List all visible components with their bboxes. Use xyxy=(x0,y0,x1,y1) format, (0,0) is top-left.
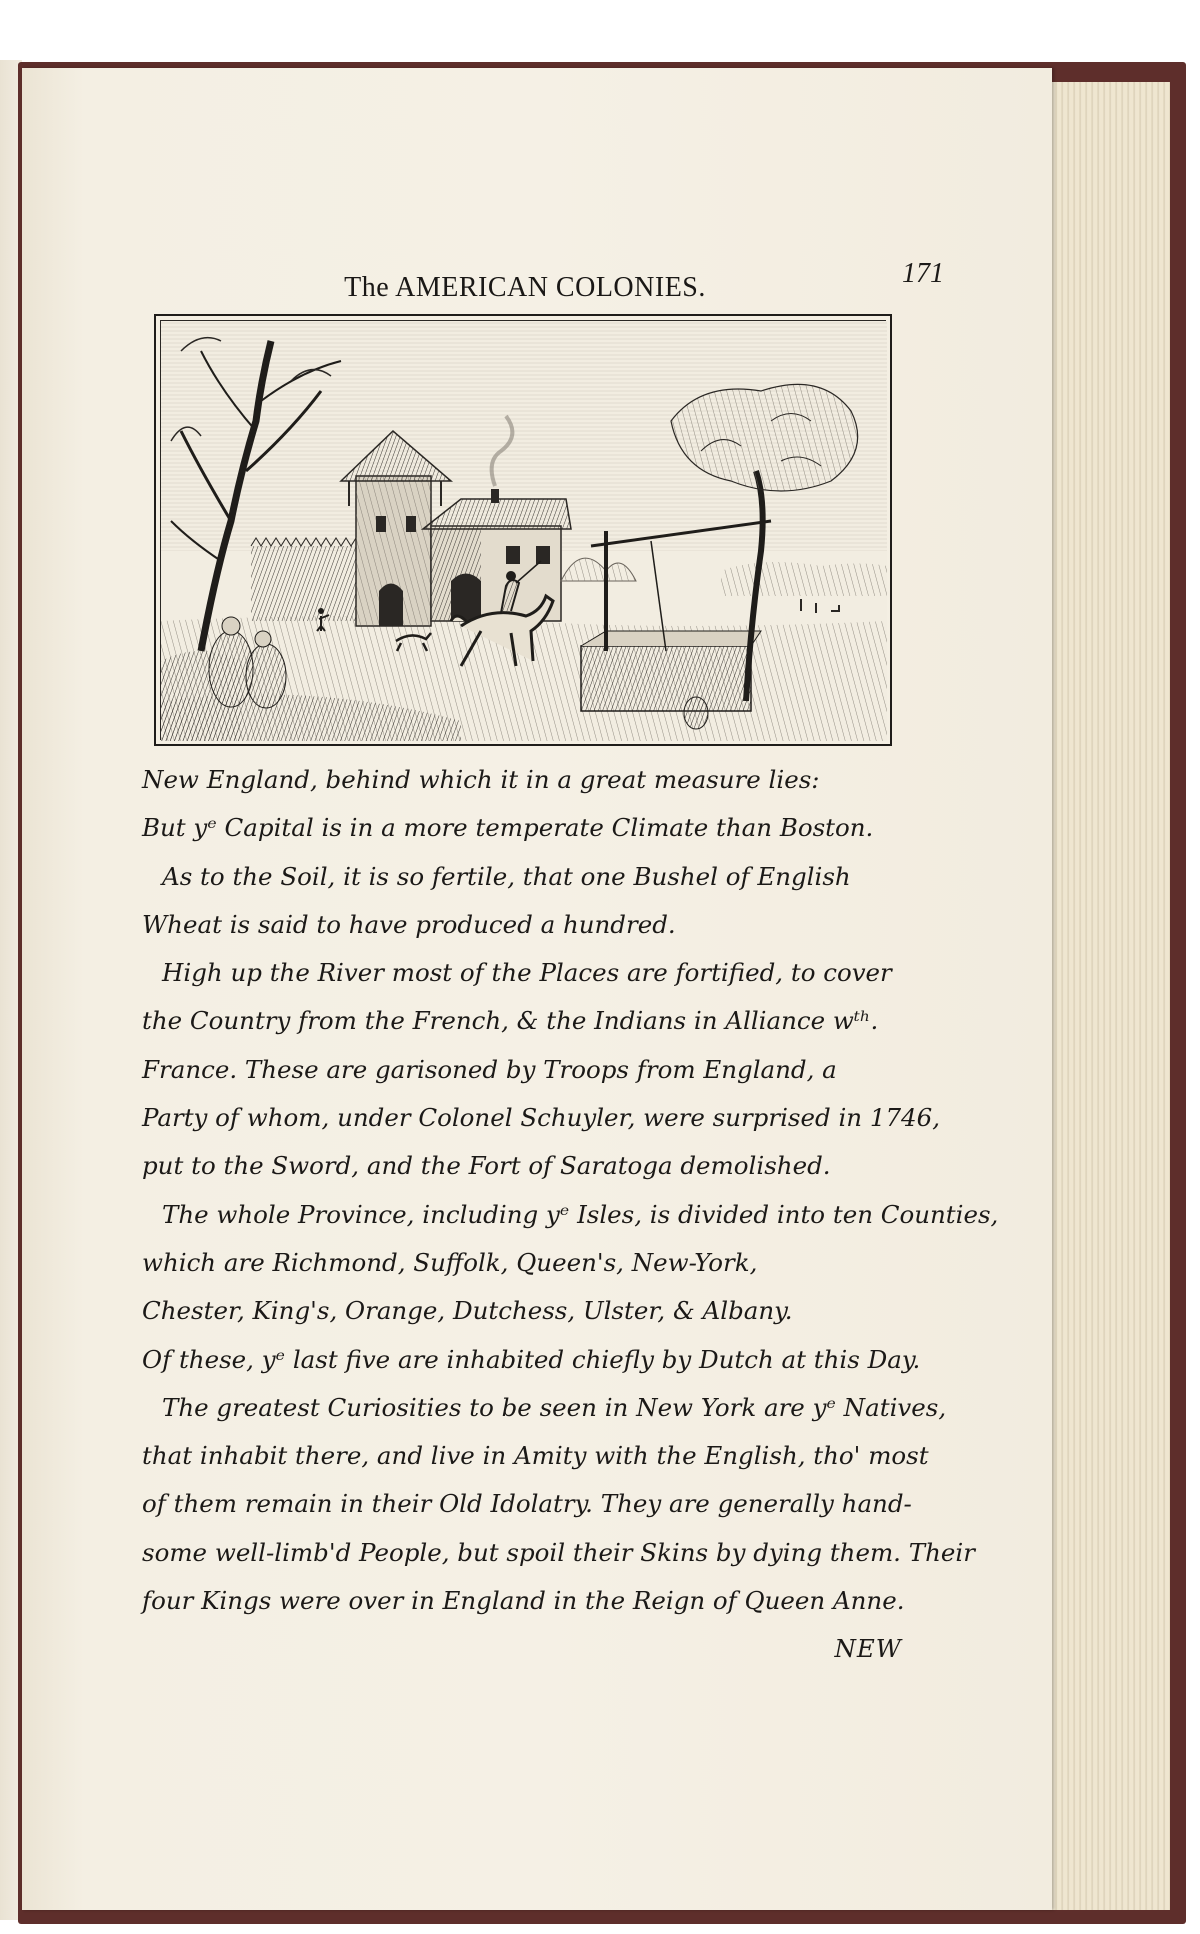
engraved-illustration xyxy=(154,314,892,746)
text-line-8: Party of whom, under Colonel Schuyler, were surprised in 1746, xyxy=(142,1103,940,1133)
text-line-11: which are Richmond, Suffolk, Queen's, New-York, xyxy=(142,1247,758,1277)
text-line-17: some well-limb'd People, but spoil their Skins by dying them. Their xyxy=(142,1537,975,1567)
text-line-2: But yᵉ Capital is in a more temperate Climate than Boston. xyxy=(142,813,874,843)
catchword: NEW xyxy=(834,1634,902,1664)
body-text xyxy=(142,756,999,1674)
text-line-10: The whole Province, including yᵉ Isles, is divided into ten Counties, xyxy=(162,1199,999,1229)
page-block-edges xyxy=(1040,82,1170,1910)
text-line-7: France. These are garisoned by Troops from England, a xyxy=(142,1054,837,1084)
text-line-12: Chester, King's, Orange, Dutchess, Ulster, & Albany. xyxy=(142,1296,793,1326)
text-line-3: As to the Soil, it is so fertile, that one Bushel of English xyxy=(162,861,851,891)
text-line-15: that inhabit there, and live in Amity with the English, tho' most xyxy=(142,1441,929,1471)
text-line-14: The greatest Curiosities to be seen in New York are yᵉ Natives, xyxy=(162,1392,947,1422)
page-number: 171 xyxy=(902,258,944,289)
palisade xyxy=(251,538,366,621)
text-line-16: of them remain in their Old Idolatry. They are generally hand- xyxy=(142,1489,912,1519)
running-head: The AMERICAN COLONIES. xyxy=(344,272,706,303)
text-line-18: four Kings were over in England in the Reign of Queen Anne. xyxy=(142,1586,905,1616)
text-line-13: Of these, yᵉ last five are inhabited chiefly by Dutch at this Day. xyxy=(142,1344,921,1374)
text-line-1: New England, behind which it in a great measure lies: xyxy=(142,765,820,794)
village-scene-illustration xyxy=(161,321,887,741)
text-line-4: Wheat is said to have produced a hundred. xyxy=(142,909,676,939)
text-line-5: High up the River most of the Places are fortified, to cover xyxy=(162,958,892,988)
text-line-9: put to the Sword, and the Fort of Saratoga demolished. xyxy=(142,1151,831,1181)
text-line-6: the Country from the French, & the Indians in Alliance wᵗʰ. xyxy=(142,1006,879,1036)
